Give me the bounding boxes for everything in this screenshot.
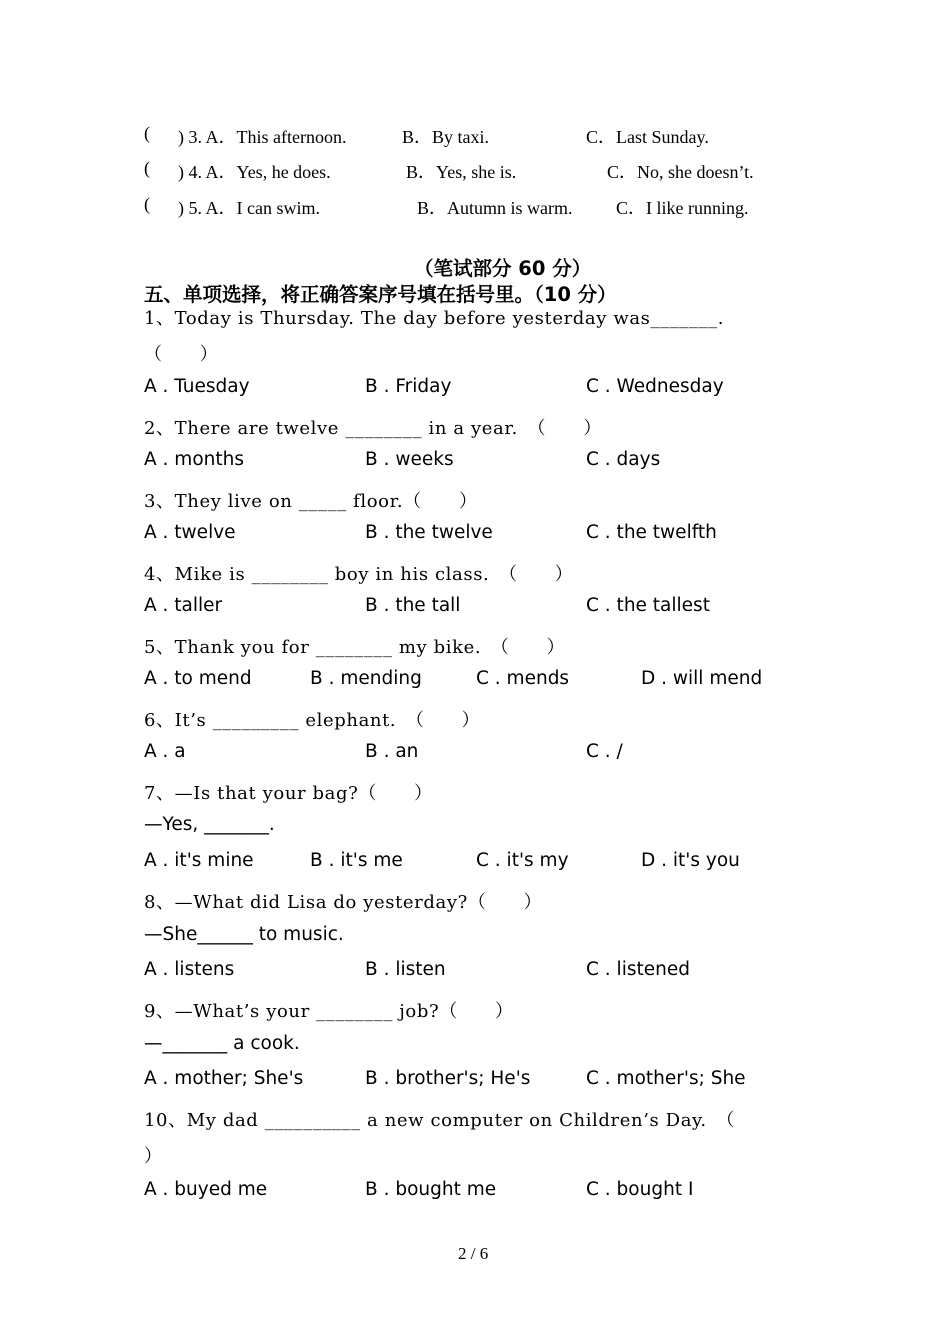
written-part-header: （笔试部分 60 分） xyxy=(414,257,592,280)
listening-item-4-paren: ( xyxy=(144,158,150,178)
question-7-option-d: D . it's you xyxy=(641,850,740,871)
listening-item-3-option-c: C．Last Sunday. xyxy=(586,127,709,147)
question-9-option-a: A . mother; She's xyxy=(144,1068,304,1089)
question-10-stem: 10、My dad __________ a new computer on Children’s Day. （ xyxy=(144,1110,735,1131)
question-3-option-b: B . the twelve xyxy=(365,522,493,543)
question-7-option-a: A . it's mine xyxy=(144,850,254,871)
question-5-option-d: D . will mend xyxy=(641,668,763,689)
question-7-dialogue-line: —Yes, _______. xyxy=(144,814,275,835)
question-9-stem: 9、—What’s your ________ job?（ ） xyxy=(144,1001,514,1022)
question-1-option-b: B . Friday xyxy=(365,376,452,397)
question-6-option-b: B . an xyxy=(365,741,419,762)
question-3-option-c: C . the twelfth xyxy=(586,522,717,543)
listening-item-3-option-b: B．By taxi. xyxy=(402,127,490,147)
question-7-stem: 7、—Is that your bag?（ ） xyxy=(144,783,433,804)
question-4-stem: 4、Mike is ________ boy in his class. （ ） xyxy=(144,564,574,585)
question-8-option-b: B . listen xyxy=(365,959,446,980)
question-5-option-a: A . to mend xyxy=(144,668,252,689)
question-8-option-a: A . listens xyxy=(144,959,235,980)
question-6-stem: 6、It’s _________ elephant. （ ） xyxy=(144,710,481,731)
question-9-option-b: B . brother's; He's xyxy=(365,1068,531,1089)
question-1-answer-paren: （ ） xyxy=(144,344,219,365)
question-10-option-b: B . bought me xyxy=(365,1179,497,1200)
question-7-option-c: C . it's my xyxy=(476,850,569,871)
question-6-option-c: C . / xyxy=(586,741,623,762)
question-4-option-a: A . taller xyxy=(144,595,223,616)
question-10-option-a: A . buyed me xyxy=(144,1179,268,1200)
question-6-option-a: A . a xyxy=(144,741,186,762)
question-5-option-b: B . mending xyxy=(310,668,422,689)
question-9-dialogue-line: —_______ a cook. xyxy=(144,1033,300,1054)
listening-item-3-paren: ( xyxy=(144,123,150,143)
question-1-option-c: C . Wednesday xyxy=(586,376,724,397)
question-1-option-a: A . Tuesday xyxy=(144,376,250,397)
question-8-dialogue-line: —She______ to music. xyxy=(144,924,344,945)
question-8-option-c: C . listened xyxy=(586,959,690,980)
listening-item-5-option-c: C．I like running. xyxy=(616,198,749,218)
question-4-option-c: C . the tallest xyxy=(586,595,710,616)
question-10-stem-close-paren: ） xyxy=(144,1146,163,1167)
question-2-option-c: C . days xyxy=(586,449,661,470)
question-3-stem: 3、They live on _____ floor.（ ） xyxy=(144,491,478,512)
listening-item-5-paren: ( xyxy=(144,194,150,214)
question-10-option-c: C . bought I xyxy=(586,1179,694,1200)
listening-item-3-option-a: ) 3. A．This afternoon. xyxy=(178,127,347,147)
section-five-title: 五、单项选择，将正确答案序号填在括号里。（10 分） xyxy=(144,283,617,306)
listening-item-4-option-c: C．No, she doesn’t. xyxy=(607,162,754,182)
question-3-option-a: A . twelve xyxy=(144,522,236,543)
question-9-option-c: C . mother's; She xyxy=(586,1068,746,1089)
question-1-stem: 1、Today is Thursday. The day before yesterday was_______. xyxy=(144,308,725,329)
question-8-stem: 8、—What did Lisa do yesterday?（ ） xyxy=(144,892,543,913)
question-2-option-a: A . months xyxy=(144,449,244,470)
listening-item-5-option-b: B．Autumn is warm. xyxy=(417,198,573,218)
listening-item-4-option-b: B．Yes, she is. xyxy=(406,162,517,182)
question-2-option-b: B . weeks xyxy=(365,449,454,470)
question-5-option-c: C . mends xyxy=(476,668,570,689)
listening-item-5-option-a: ) 5. A．I can swim. xyxy=(178,198,320,218)
question-4-option-b: B . the tall xyxy=(365,595,461,616)
listening-item-4-option-a: ) 4. A．Yes, he does. xyxy=(178,162,331,182)
question-7-option-b: B . it's me xyxy=(310,850,403,871)
question-5-stem: 5、Thank you for ________ my bike. （ ） xyxy=(144,637,566,658)
question-2-stem: 2、There are twelve ________ in a year. （ ） xyxy=(144,418,602,439)
page-number: 2 / 6 xyxy=(458,1244,489,1263)
